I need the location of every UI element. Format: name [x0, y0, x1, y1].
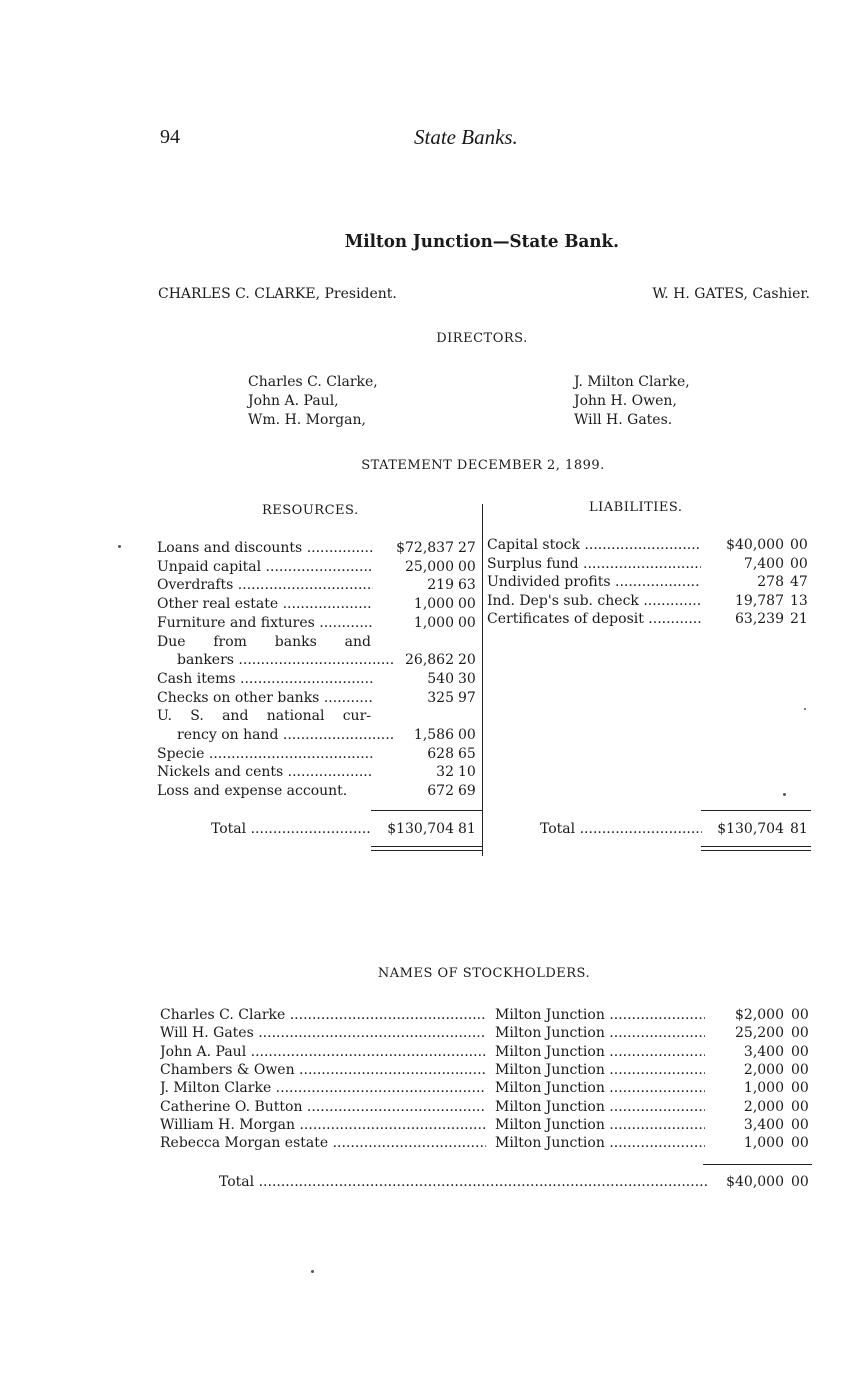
liabilities-total-double-rule-top — [701, 846, 811, 847]
liabilities-total-cents: 81 — [790, 821, 808, 837]
stockholder-name: William H. Morgan ..... — [160, 1116, 486, 1134]
stockholder-name: Rebecca Morgan estate ..... — [160, 1134, 486, 1152]
resource-label: Checks on other banks ..... — [157, 689, 373, 707]
liability-label: Capital stock ..... — [487, 536, 701, 554]
resource-cents: 00 — [458, 727, 476, 743]
stockholder-town: Milton Junction ..... — [495, 1098, 705, 1116]
stockholder-dollars: 1,000 — [743, 1080, 784, 1097]
resource-dollars: 26,862 — [405, 652, 454, 669]
stockholder-cents: 00 — [791, 1007, 809, 1023]
resource-cents: 00 — [458, 596, 476, 613]
resource-cents: 27 — [458, 540, 476, 556]
stockholder-name: Chambers & Owen ..... — [160, 1061, 486, 1079]
resources-heading: RESOURCES. — [262, 503, 359, 518]
resource-label-word: cur- — [342, 708, 371, 725]
liability-cents: 13 — [790, 592, 808, 609]
resource-cents: 63 — [458, 577, 476, 594]
stockholder-town: Milton Junction ..... — [495, 1134, 705, 1152]
resource-cents: 69 — [458, 783, 476, 800]
resource-label: Loans and discounts ..... — [157, 539, 373, 557]
president-line: CHARLES C. CLARKE, President. — [158, 286, 397, 302]
resource-dollars: 219 — [427, 577, 454, 594]
liability-cents: 00 — [790, 537, 808, 553]
resource-cents: 30 — [458, 670, 476, 687]
resource-label: Other real estate ..... — [157, 595, 373, 613]
resource-dollars — [376, 707, 454, 725]
resource-label-word: banks — [274, 633, 317, 650]
resource-label-word: from — [213, 633, 247, 650]
resource-label: Unpaid capital ..... — [157, 558, 373, 576]
liability-dollars: 278 — [757, 574, 784, 590]
resource-label: Nickels and cents ..... — [157, 763, 373, 781]
resource-label: Overdrafts ..... — [157, 576, 373, 594]
resource-cents — [458, 707, 482, 725]
stockholder-dollars: 2,000 — [743, 1061, 784, 1078]
liabilities-total-dollars: $130,704 — [717, 821, 784, 837]
resource-label: Specie ..... — [157, 745, 373, 763]
liabilities-total-label: Total ..... — [540, 820, 702, 838]
liability-label: Undivided profits ..... — [487, 573, 701, 591]
running-title: State Banks. — [414, 125, 518, 149]
column-divider — [482, 504, 483, 856]
print-speck — [783, 793, 786, 796]
resource-dollars: 672 — [427, 783, 454, 800]
stockholder-cents: 00 — [791, 1116, 809, 1133]
resource-label: bankers ..... — [157, 651, 393, 669]
stockholder-town: Milton Junction ..... — [495, 1116, 705, 1134]
liability-label: Surplus fund ..... — [487, 555, 701, 573]
stockholder-cents: 00 — [791, 1080, 809, 1097]
print-speck — [311, 1270, 314, 1273]
directors-right-column — [574, 373, 690, 430]
resource-dollars: 628 — [427, 745, 454, 762]
director-name: John A. Paul, — [248, 393, 339, 409]
liability-label: Certificates of deposit ..... — [487, 610, 701, 628]
liability-cents: 00 — [790, 555, 808, 572]
stockholder-name: John A. Paul ..... — [160, 1043, 486, 1061]
resource-cents: 20 — [458, 652, 476, 669]
bank-title: Milton Junction—State Bank. — [344, 231, 619, 252]
stockholder-dollars: $2,000 — [735, 1007, 784, 1023]
director-name: J. Milton Clarke, — [574, 374, 690, 390]
liability-dollars: 7,400 — [743, 555, 784, 572]
resources-total-double-rule-top — [371, 846, 482, 847]
resource-label-word: and — [222, 708, 249, 725]
stockholder-cents: 00 — [791, 1135, 809, 1152]
resource-dollars: 325 — [427, 689, 454, 706]
resource-dollars: 32 — [436, 764, 454, 781]
stockholder-town: Milton Junction ..... — [495, 1061, 705, 1079]
resource-label: rency on hand ..... — [157, 726, 393, 744]
stockholder-town: Milton Junction ..... — [495, 1079, 705, 1097]
resource-cents: 10 — [458, 764, 476, 781]
resources-sum-rule — [371, 810, 482, 811]
resource-cents: 97 — [458, 689, 476, 706]
resource-cents: 00 — [458, 558, 476, 575]
cashier-line: W. H. GATES, Cashier. — [652, 286, 810, 302]
stockholder-name: Charles C. Clarke ..... — [160, 1006, 486, 1024]
liability-cents: 47 — [790, 574, 808, 590]
stockholder-dollars: 1,000 — [743, 1135, 784, 1152]
print-speck — [118, 545, 121, 548]
liability-dollars: $40,000 — [726, 537, 784, 553]
statement-heading: STATEMENT DECEMBER 2, 1899. — [361, 458, 605, 473]
liabilities-heading: LIABILITIES. — [589, 500, 683, 515]
stockholders-heading: NAMES OF STOCKHOLDERS. — [377, 966, 591, 981]
director-name: John H. Owen, — [574, 393, 677, 409]
resource-label-word: and — [344, 633, 371, 650]
page-number: 94 — [160, 126, 180, 148]
stockholder-cents: 00 — [791, 1098, 809, 1115]
stockholder-dollars: 3,400 — [743, 1043, 784, 1060]
stockholder-town: Milton Junction ..... — [495, 1043, 705, 1061]
stockholder-cents: 00 — [791, 1043, 809, 1060]
stockholder-dollars: 25,200 — [735, 1025, 784, 1042]
stockholder-name: Will H. Gates ..... — [160, 1024, 486, 1042]
stockholders-total-dollars: $40,000 — [726, 1174, 784, 1190]
stockholder-dollars: 2,000 — [743, 1098, 784, 1115]
stockholder-name: J. Milton Clarke ..... — [160, 1079, 486, 1097]
resource-cents: 65 — [458, 745, 476, 762]
director-name: Will H. Gates. — [574, 412, 673, 428]
resource-cents: 00 — [458, 614, 476, 631]
resource-label-word: U. — [157, 708, 172, 725]
resource-dollars: $72,837 — [396, 540, 454, 556]
liabilities-sum-rule — [701, 810, 811, 811]
stockholder-town: Milton Junction ..... — [495, 1024, 705, 1042]
resource-dollars: 1,000 — [413, 614, 454, 631]
stockholders-total-label: Total ..... — [219, 1173, 707, 1191]
resource-dollars: 25,000 — [405, 558, 454, 575]
directors-heading: DIRECTORS. — [436, 331, 528, 346]
stockholder-name: Catherine O. Button ..... — [160, 1098, 486, 1116]
resource-label-word: national — [266, 708, 325, 725]
liabilities-total-double-rule-bottom — [701, 850, 811, 851]
directors-left-column — [248, 373, 378, 430]
director-name: Charles C. Clarke, — [248, 374, 378, 390]
liability-cents: 21 — [790, 611, 808, 627]
liability-dollars: 63,239 — [735, 611, 784, 627]
resources-total-cents: 81 — [458, 821, 476, 837]
resource-label-word: Due — [157, 633, 186, 650]
liability-dollars: 19,787 — [735, 592, 784, 609]
stockholder-town: Milton Junction ..... — [495, 1006, 705, 1024]
resource-cents — [458, 633, 482, 651]
director-name: Wm. H. Morgan, — [248, 412, 366, 428]
stockholder-cents: 00 — [791, 1061, 809, 1078]
stockholder-dollars: 3,400 — [743, 1116, 784, 1133]
resource-label: Cash items ..... — [157, 670, 373, 688]
resource-dollars: 540 — [427, 670, 454, 687]
resource-dollars: 1,586 — [413, 727, 454, 743]
stockholders-total-cents: 00 — [791, 1174, 809, 1190]
resource-label — [157, 707, 371, 725]
stockholder-cents: 00 — [791, 1025, 809, 1042]
resource-label: Furniture and fixtures ..... — [157, 614, 373, 632]
resource-label-word: S. — [190, 708, 204, 725]
resources-total-label: Total ..... — [211, 820, 371, 838]
stockholders-sum-rule — [703, 1164, 812, 1165]
resource-dollars — [376, 633, 454, 651]
resource-label: Loss and expense account. — [157, 783, 348, 800]
resource-dollars: 1,000 — [413, 596, 454, 613]
print-speck — [804, 708, 806, 710]
liability-label: Ind. Dep's sub. check ..... — [487, 592, 701, 610]
resources-total-double-rule-bottom — [371, 850, 482, 851]
resources-total-dollars: $130,704 — [387, 821, 454, 837]
resource-label — [157, 633, 371, 651]
